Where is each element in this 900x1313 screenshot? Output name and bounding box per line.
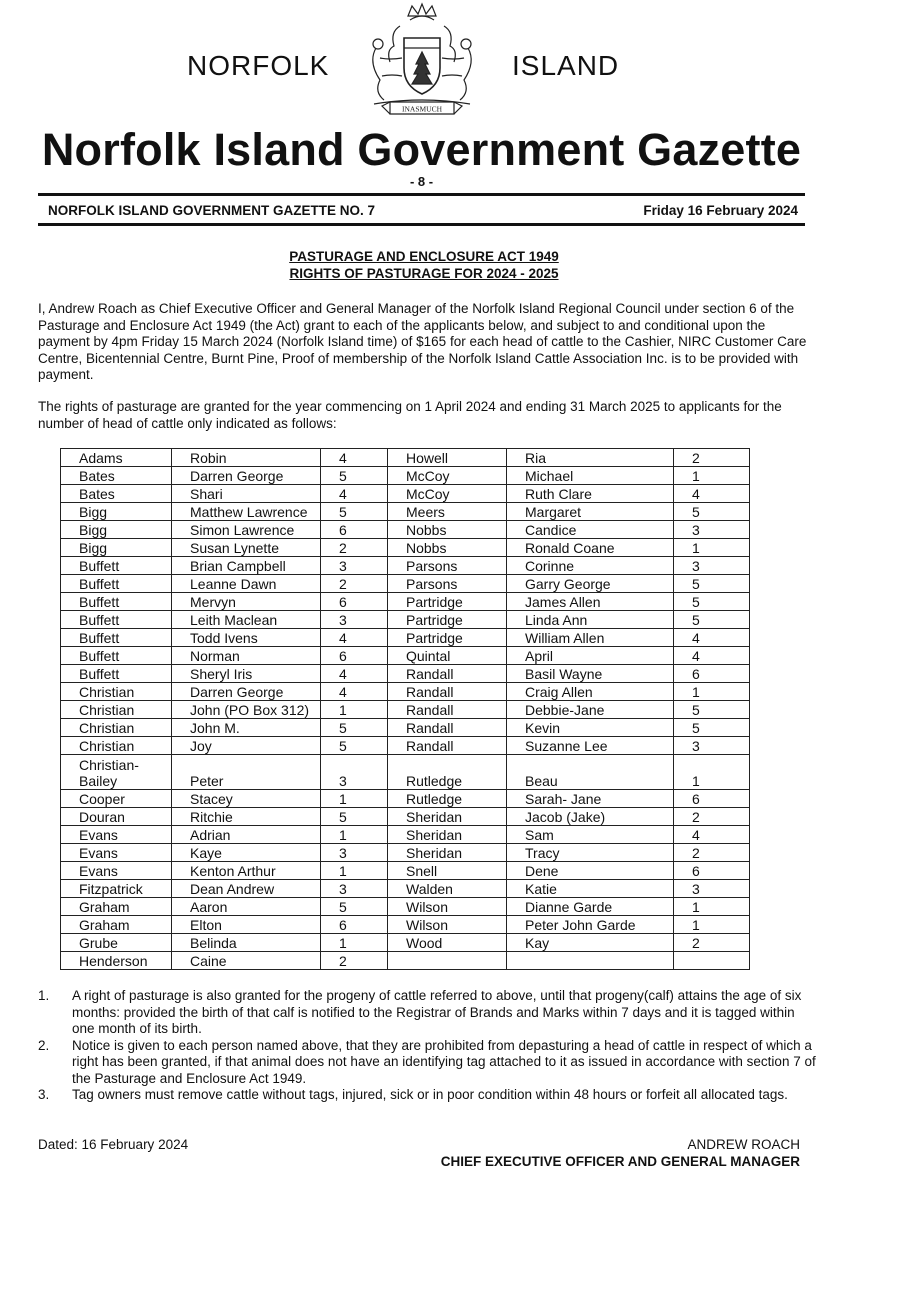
surname-cell: Parsons bbox=[388, 575, 507, 593]
surname-cell: Buffett bbox=[61, 593, 172, 611]
head-count-cell: 5 bbox=[674, 701, 750, 719]
surname-cell: Buffett bbox=[61, 611, 172, 629]
given-name-cell: April bbox=[507, 647, 674, 665]
head-count-cell: 5 bbox=[674, 719, 750, 737]
head-count-cell: 1 bbox=[674, 467, 750, 485]
head-count-cell: 4 bbox=[674, 629, 750, 647]
head-count-cell: 3 bbox=[321, 880, 388, 898]
surname-cell: Rutledge bbox=[388, 755, 507, 790]
head-count-cell: 2 bbox=[674, 449, 750, 467]
crest-motto: INASMUCH bbox=[401, 104, 443, 114]
given-name-cell: Aaron bbox=[172, 898, 321, 916]
given-name-cell: Belinda bbox=[172, 934, 321, 952]
surname-cell: Christian bbox=[61, 701, 172, 719]
surname-cell: Randall bbox=[388, 737, 507, 755]
given-name-cell: Brian Campbell bbox=[172, 557, 321, 575]
given-name-cell: Craig Allen bbox=[507, 683, 674, 701]
head-count-cell: 5 bbox=[674, 593, 750, 611]
surname-cell: Walden bbox=[388, 880, 507, 898]
given-name-cell: Kevin bbox=[507, 719, 674, 737]
given-name-cell: Leith Maclean bbox=[172, 611, 321, 629]
head-count-cell: 1 bbox=[321, 826, 388, 844]
surname-cell: Quintal bbox=[388, 647, 507, 665]
given-name-cell: Elton bbox=[172, 916, 321, 934]
surname-cell: Partridge bbox=[388, 611, 507, 629]
note-number: 2. bbox=[38, 1037, 50, 1053]
surname-cell bbox=[388, 952, 507, 970]
head-count-cell: 3 bbox=[674, 880, 750, 898]
given-name-cell: Dianne Garde bbox=[507, 898, 674, 916]
head-count-cell: 4 bbox=[674, 826, 750, 844]
surname-cell: Bates bbox=[61, 485, 172, 503]
given-name-cell: Margaret bbox=[507, 503, 674, 521]
table-row bbox=[61, 503, 750, 521]
head-count-cell: 5 bbox=[321, 808, 388, 826]
note-text: Notice is given to each person named above, that they are prohibited from depasturing a head of cattle in respect of which a right has been granted, if that animal does not have an identifying tag attached to it as issued in accordance with section 7 of the Pasturage and Enclosure Act 1949. bbox=[72, 1037, 816, 1086]
head-count-cell: 1 bbox=[674, 683, 750, 701]
head-count-cell: 4 bbox=[321, 485, 388, 503]
head-count-cell: 6 bbox=[674, 790, 750, 808]
surname-cell: Christian bbox=[61, 719, 172, 737]
head-count-cell: 3 bbox=[674, 557, 750, 575]
given-name-cell bbox=[507, 952, 674, 970]
given-name-cell: Sheryl Iris bbox=[172, 665, 321, 683]
head-count-cell: 3 bbox=[321, 844, 388, 862]
given-name-cell: Suzanne Lee bbox=[507, 737, 674, 755]
given-name-cell: Ritchie bbox=[172, 808, 321, 826]
given-name-cell: Ronald Coane bbox=[507, 539, 674, 557]
given-name-cell: Kaye bbox=[172, 844, 321, 862]
page-number: - 8 - bbox=[409, 174, 434, 189]
head-count-cell: 5 bbox=[321, 503, 388, 521]
surname-cell: Sheridan bbox=[388, 826, 507, 844]
given-name-cell: Tracy bbox=[507, 844, 674, 862]
head-count-cell: 1 bbox=[674, 539, 750, 557]
given-name-cell: Peter John Garde bbox=[507, 916, 674, 934]
signatory-title: CHIEF EXECUTIVE OFFICER AND GENERAL MANAGER bbox=[440, 1154, 800, 1169]
table-row bbox=[61, 737, 750, 755]
table-row bbox=[61, 952, 750, 970]
head-count-cell: 4 bbox=[321, 683, 388, 701]
table-row bbox=[61, 557, 750, 575]
head-count-cell: 5 bbox=[321, 898, 388, 916]
given-name-cell: Darren George bbox=[172, 467, 321, 485]
note-number: 3. bbox=[38, 1087, 50, 1102]
note-item bbox=[38, 988, 818, 1038]
dated-line: Dated: 16 February 2024 bbox=[38, 1137, 189, 1152]
given-name-cell: John (PO Box 312) bbox=[172, 701, 321, 719]
given-name-cell: Susan Lynette bbox=[172, 539, 321, 557]
head-count-cell: 6 bbox=[321, 521, 388, 539]
surname-cell: Christian- Bailey bbox=[61, 755, 172, 790]
given-name-cell: Shari bbox=[172, 485, 321, 503]
given-name-cell: Candice bbox=[507, 521, 674, 539]
surname-cell: Fitzpatrick bbox=[61, 880, 172, 898]
surname-cell: Graham bbox=[61, 898, 172, 916]
surname-cell: Evans bbox=[61, 844, 172, 862]
head-count-cell: 4 bbox=[321, 449, 388, 467]
head-count-cell: 5 bbox=[321, 737, 388, 755]
head-count-cell: 5 bbox=[674, 611, 750, 629]
surname-cell: Nobbs bbox=[388, 521, 507, 539]
head-count-cell: 2 bbox=[321, 575, 388, 593]
surname-cell: McCoy bbox=[388, 467, 507, 485]
surname-cell: Henderson bbox=[61, 952, 172, 970]
head-count-cell: 1 bbox=[674, 898, 750, 916]
given-name-cell: Ria bbox=[507, 449, 674, 467]
given-name-cell: Debbie-Jane bbox=[507, 701, 674, 719]
given-name-cell: Michael bbox=[507, 467, 674, 485]
table-row bbox=[61, 862, 750, 880]
grant-paragraph: The rights of pasturage are granted for the year commencing on 1 April 2024 and ending 31 March 2025 to applicants for the number of head of cattle only indicated as follows: bbox=[38, 399, 782, 431]
issue-date: Friday 16 February 2024 bbox=[643, 203, 798, 218]
given-name-cell: Adrian bbox=[172, 826, 321, 844]
table-row bbox=[61, 575, 750, 593]
head-count-cell: 1 bbox=[321, 701, 388, 719]
surname-cell: Wilson bbox=[388, 898, 507, 916]
head-count-cell: 2 bbox=[674, 934, 750, 952]
coat-of-arms-icon bbox=[360, 2, 484, 118]
given-name-cell: Basil Wayne bbox=[507, 665, 674, 683]
table-row bbox=[61, 629, 750, 647]
note-text: Tag owners must remove cattle without tags, injured, sick or in poor condition within 48 hours or forfeit all allocated tags. bbox=[72, 1087, 788, 1102]
surname-cell: Snell bbox=[388, 862, 507, 880]
given-name-cell: Dean Andrew bbox=[172, 880, 321, 898]
signatory-name: ANDREW ROACH bbox=[687, 1137, 800, 1152]
given-name-cell: John M. bbox=[172, 719, 321, 737]
surname-cell: Evans bbox=[61, 862, 172, 880]
table-row bbox=[61, 880, 750, 898]
head-count-cell: 5 bbox=[321, 467, 388, 485]
head-count-cell: 1 bbox=[321, 934, 388, 952]
given-name-cell: Matthew Lawrence bbox=[172, 503, 321, 521]
surname-cell: Grube bbox=[61, 934, 172, 952]
given-name-cell: Kenton Arthur bbox=[172, 862, 321, 880]
surname-cell: Howell bbox=[388, 449, 507, 467]
head-count-cell: 6 bbox=[674, 665, 750, 683]
surname-cell: Buffett bbox=[61, 629, 172, 647]
head-count-cell: 3 bbox=[321, 557, 388, 575]
surname-cell: Christian bbox=[61, 737, 172, 755]
table-row bbox=[61, 790, 750, 808]
table-row bbox=[61, 539, 750, 557]
given-name-cell: Linda Ann bbox=[507, 611, 674, 629]
surname-cell: Randall bbox=[388, 683, 507, 701]
table-row bbox=[61, 467, 750, 485]
given-name-cell: Stacey bbox=[172, 790, 321, 808]
rights-heading: RIGHTS OF PASTURAGE FOR 2024 - 2025 bbox=[289, 266, 559, 281]
surname-cell: Rutledge bbox=[388, 790, 507, 808]
head-count-cell: 4 bbox=[674, 485, 750, 503]
head-count-cell: 4 bbox=[321, 665, 388, 683]
surname-cell: Douran bbox=[61, 808, 172, 826]
surname-cell: Bigg bbox=[61, 539, 172, 557]
given-name-cell: Beau bbox=[507, 755, 674, 790]
given-name-cell: Garry George bbox=[507, 575, 674, 593]
surname-cell: Partridge bbox=[388, 593, 507, 611]
given-name-cell: Corinne bbox=[507, 557, 674, 575]
masthead-left-word: NORFOLK bbox=[187, 50, 330, 81]
given-name-cell: Mervyn bbox=[172, 593, 321, 611]
surname-cell: Randall bbox=[388, 665, 507, 683]
pasturage-table bbox=[60, 448, 750, 970]
note-item bbox=[38, 1087, 818, 1104]
head-count-cell: 5 bbox=[674, 503, 750, 521]
given-name-cell: James Allen bbox=[507, 593, 674, 611]
given-name-cell: Norman bbox=[172, 647, 321, 665]
head-count-cell: 2 bbox=[321, 952, 388, 970]
given-name-cell: Kay bbox=[507, 934, 674, 952]
issue-label: NORFOLK ISLAND GOVERNMENT GAZETTE NO. 7 bbox=[48, 203, 376, 218]
note-number: 1. bbox=[38, 988, 50, 1003]
surname-cell: Bates bbox=[61, 467, 172, 485]
given-name-cell: Todd Ivens bbox=[172, 629, 321, 647]
masthead-right-word: ISLAND bbox=[512, 50, 620, 81]
table-row bbox=[61, 647, 750, 665]
table-row bbox=[61, 665, 750, 683]
surname-cell: Bigg bbox=[61, 521, 172, 539]
gazette-title: Norfolk Island Government Gazette bbox=[41, 124, 802, 175]
table-row bbox=[61, 898, 750, 916]
given-name-cell: Leanne Dawn bbox=[172, 575, 321, 593]
surname-cell: Wilson bbox=[388, 916, 507, 934]
given-name-cell: Caine bbox=[172, 952, 321, 970]
table-row bbox=[61, 683, 750, 701]
surname-cell: Randall bbox=[388, 719, 507, 737]
given-name-cell: Sam bbox=[507, 826, 674, 844]
head-count-cell: 1 bbox=[321, 862, 388, 880]
surname-cell: Bigg bbox=[61, 503, 172, 521]
table-row bbox=[61, 449, 750, 467]
head-count-cell: 1 bbox=[674, 916, 750, 934]
surname-cell: Buffett bbox=[61, 647, 172, 665]
table-row bbox=[61, 521, 750, 539]
surname-cell: Graham bbox=[61, 916, 172, 934]
surname-cell: Meers bbox=[388, 503, 507, 521]
table-row bbox=[61, 916, 750, 934]
head-count-cell: 2 bbox=[321, 539, 388, 557]
table-row bbox=[61, 844, 750, 862]
given-name-cell: Ruth Clare bbox=[507, 485, 674, 503]
surname-cell: Buffett bbox=[61, 575, 172, 593]
given-name-cell: Robin bbox=[172, 449, 321, 467]
surname-cell: Randall bbox=[388, 701, 507, 719]
given-name-cell: William Allen bbox=[507, 629, 674, 647]
table-row bbox=[61, 826, 750, 844]
surname-cell: McCoy bbox=[388, 485, 507, 503]
table-row bbox=[61, 701, 750, 719]
head-count-cell: 6 bbox=[321, 647, 388, 665]
surname-cell: Sheridan bbox=[388, 844, 507, 862]
note-text: A right of pasturage is also granted for the progeny of cattle referred to above, until that progeny(calf) attains the age of six months: provided the birth of that calf is notified to the Registrar of Brands and Marks within 7 days and it is tagged within one month of its birth. bbox=[72, 988, 802, 1036]
table-row bbox=[61, 934, 750, 952]
surname-cell: Christian bbox=[61, 683, 172, 701]
surname-cell: Cooper bbox=[61, 790, 172, 808]
head-count-cell: 3 bbox=[674, 737, 750, 755]
head-count-cell: 6 bbox=[674, 862, 750, 880]
surname-cell: Buffett bbox=[61, 557, 172, 575]
surname-cell: Partridge bbox=[388, 629, 507, 647]
given-name-cell: Katie bbox=[507, 880, 674, 898]
head-count-cell: 3 bbox=[674, 521, 750, 539]
head-count-cell: 3 bbox=[321, 755, 388, 790]
head-count-cell bbox=[674, 952, 750, 970]
header-rule-top bbox=[38, 193, 805, 196]
given-name-cell: Joy bbox=[172, 737, 321, 755]
given-name-cell: Darren George bbox=[172, 683, 321, 701]
surname-cell: Parsons bbox=[388, 557, 507, 575]
head-count-cell: 5 bbox=[674, 575, 750, 593]
note-item bbox=[38, 1038, 818, 1088]
table-row bbox=[61, 611, 750, 629]
head-count-cell: 2 bbox=[674, 808, 750, 826]
surname-cell: Nobbs bbox=[388, 539, 507, 557]
given-name-cell: Sarah- Jane bbox=[507, 790, 674, 808]
head-count-cell: 5 bbox=[321, 719, 388, 737]
given-name-cell: Simon Lawrence bbox=[172, 521, 321, 539]
given-name-cell: Dene bbox=[507, 862, 674, 880]
notes-list bbox=[38, 988, 818, 1104]
head-count-cell: 6 bbox=[321, 916, 388, 934]
head-count-cell: 1 bbox=[674, 755, 750, 790]
head-count-cell: 1 bbox=[321, 790, 388, 808]
head-count-cell: 4 bbox=[321, 629, 388, 647]
surname-cell: Buffett bbox=[61, 665, 172, 683]
table-row bbox=[61, 485, 750, 503]
surname-cell: Sheridan bbox=[388, 808, 507, 826]
surname-cell: Evans bbox=[61, 826, 172, 844]
given-name-cell: Peter bbox=[172, 755, 321, 790]
table-row bbox=[61, 755, 750, 790]
table-row bbox=[61, 719, 750, 737]
head-count-cell: 4 bbox=[674, 647, 750, 665]
surname-cell: Wood bbox=[388, 934, 507, 952]
head-count-cell: 3 bbox=[321, 611, 388, 629]
given-name-cell: Jacob (Jake) bbox=[507, 808, 674, 826]
head-count-cell: 6 bbox=[321, 593, 388, 611]
table-row bbox=[61, 808, 750, 826]
intro-paragraph: I, Andrew Roach as Chief Executive Officer and General Manager of the Norfolk Island Regional Council under section 6 of the Pasturage and Enclosure Act 1949 (the Act) grant to each of the applicants below, and subject to and conditional upon the payment by 4pm Friday 15 March 2024 (Norfolk Island time) of $165 for each head of cattle to the Cashier, NIRC Customer Care Centre, Bicentennial Centre, Burnt Pine, Proof of membership of the Norfolk Island Cattle Association Inc. is to be provided with payment. bbox=[38, 301, 807, 382]
table-row bbox=[61, 593, 750, 611]
act-heading: PASTURAGE AND ENCLOSURE ACT 1949 bbox=[289, 249, 559, 264]
head-count-cell: 2 bbox=[674, 844, 750, 862]
surname-cell: Adams bbox=[61, 449, 172, 467]
header-rule-bottom bbox=[38, 223, 805, 226]
